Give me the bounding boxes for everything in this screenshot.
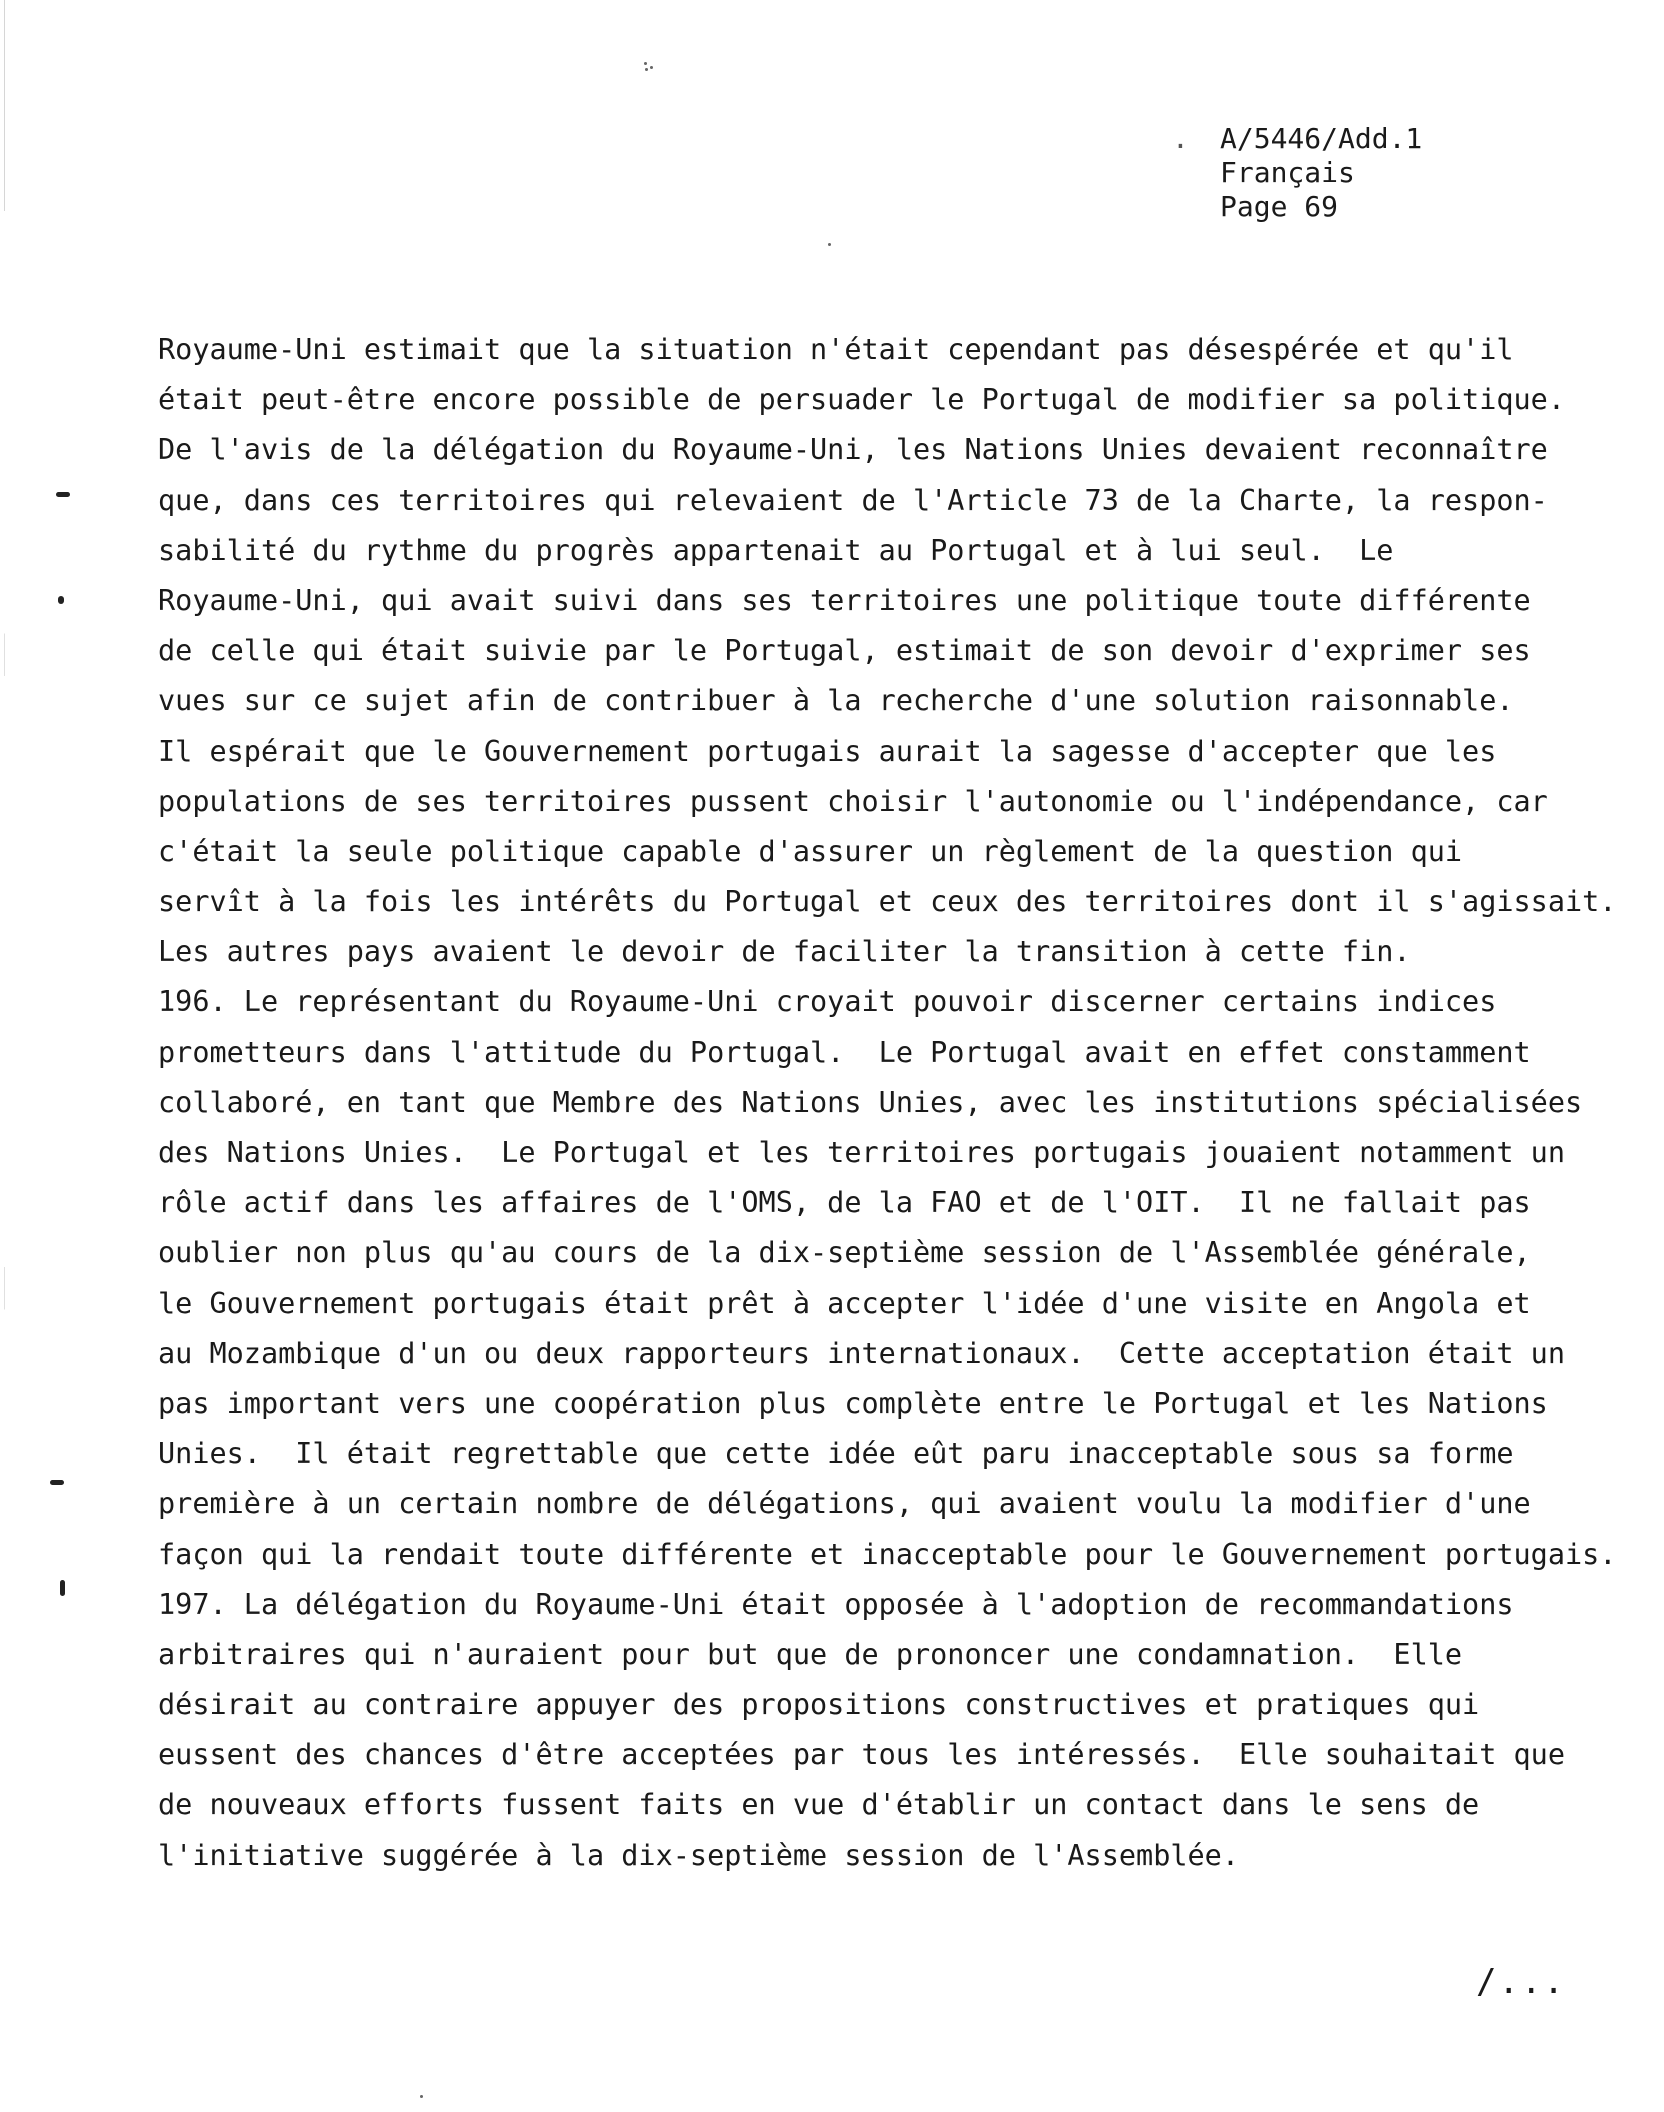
text-line: l'initiative suggérée à la dix-septième session de l'Assemblée.	[158, 1838, 1239, 1872]
text-line: Unies. Il était regrettable que cette idée eût paru inacceptable sous sa forme	[158, 1437, 1514, 1471]
text-line: vues sur ce sujet afin de contribuer à la recherche d'une solution raisonnable.	[158, 684, 1514, 718]
text-line: pas important vers une coopération plus complète entre le Portugal et les Nations	[158, 1386, 1548, 1420]
text-line: arbitraires qui n'auraient pour but que de prononcer une condamnation. Elle	[158, 1637, 1463, 1671]
text-line: Royaume-Uni estimait que la situation n'était cependant pas désespérée et qu'il	[158, 333, 1514, 366]
text-line: façon qui la rendait toute différente et inacceptable pour le Gouvernement portugais.	[158, 1537, 1617, 1571]
document-header	[1172, 122, 1423, 224]
text-line: c'était la seule politique capable d'assurer un règlement de la question qui	[158, 834, 1463, 868]
page-number: Page 69	[1220, 190, 1339, 223]
body-text	[158, 325, 1616, 1881]
speck	[644, 62, 647, 65]
text-line: première à un certain nombre de délégations, qui avaient voulu la modifier d'une	[158, 1487, 1531, 1521]
text-line: au Mozambique d'un ou deux rapporteurs internationaux. Cette acceptation était un	[158, 1336, 1565, 1370]
speck	[420, 2095, 423, 2098]
speck	[645, 68, 648, 71]
margin-mark	[56, 492, 70, 497]
document-language: Français	[1220, 156, 1355, 189]
text-line: Royaume-Uni, qui avait suivi dans ses territoires une politique toute différente	[158, 583, 1531, 617]
continuation-mark: /...	[1476, 1962, 1566, 2002]
text-line: eussent des chances d'être acceptées par tous les intéressés. Elle souhaitait que	[158, 1738, 1565, 1772]
text-line: désirait au contraire appuyer des propositions constructives et pratiques qui	[158, 1688, 1480, 1722]
margin-mark	[58, 596, 64, 604]
text-line: rôle actif dans les affaires de l'OMS, de la FAO et de l'OIT. Il ne fallait pas	[158, 1186, 1531, 1220]
document-symbol-text: A/5446/Add.1	[1220, 122, 1423, 155]
text-line: sabilité du rythme du progrès appartenait au Portugal et à lui seul. Le	[158, 533, 1394, 567]
document-symbol: . A/5446/Add.1	[1172, 122, 1423, 155]
text-line: de nouveaux efforts fussent faits en vue d'établir un contact dans le sens de	[158, 1788, 1480, 1822]
text-line: prometteurs dans l'attitude du Portugal. Le Portugal avait en effet constamment	[158, 1035, 1531, 1069]
scan-edge	[4, 0, 5, 2112]
text-line: Les autres pays avaient le devoir de faciliter la transition à cette fin.	[158, 935, 1411, 969]
text-line: le Gouvernement portugais était prêt à accepter l'idée d'une visite en Angola et	[158, 1286, 1531, 1320]
text-line: que, dans ces territoires qui relevaient de l'Article 73 de la Charte, la respon-	[158, 483, 1548, 517]
text-line: des Nations Unies. Le Portugal et les territoires portugais jouaient notamment un	[158, 1136, 1565, 1169]
text-line: populations de ses territoires pussent choisir l'autonomie ou l'indépendance, car	[158, 784, 1548, 818]
speck	[828, 243, 831, 246]
margin-mark	[60, 1580, 65, 1596]
speck	[650, 66, 653, 69]
text-line: de celle qui était suivie par le Portugal, estimait de son devoir d'exprimer ses	[158, 634, 1531, 668]
text-line: Il espérait que le Gouvernement portugais aurait la sagesse d'accepter que les	[158, 734, 1497, 768]
text-line: était peut-être encore possible de persuader le Portugal de modifier sa politique.	[158, 383, 1565, 417]
text-line: De l'avis de la délégation du Royaume-Uni, les Nations Unies devaient reconnaître	[158, 433, 1548, 467]
text-line: collaboré, en tant que Membre des Nations Unies, avec les institutions spécialisées	[158, 1085, 1583, 1119]
paragraph-196-start: 196. Le représentant du Royaume-Uni croyait pouvoir discerner certains indices	[158, 985, 1497, 1019]
text-line: oublier non plus qu'au cours de la dix-septième session de l'Assemblée générale,	[158, 1236, 1531, 1270]
paragraph-197-start: 197. La délégation du Royaume-Uni était opposée à l'adoption de recommandations	[158, 1587, 1514, 1621]
text-line: servît à la fois les intérêts du Portugal et ceux des territoires dont il s'agissait.	[158, 885, 1617, 919]
margin-mark	[50, 1480, 64, 1485]
